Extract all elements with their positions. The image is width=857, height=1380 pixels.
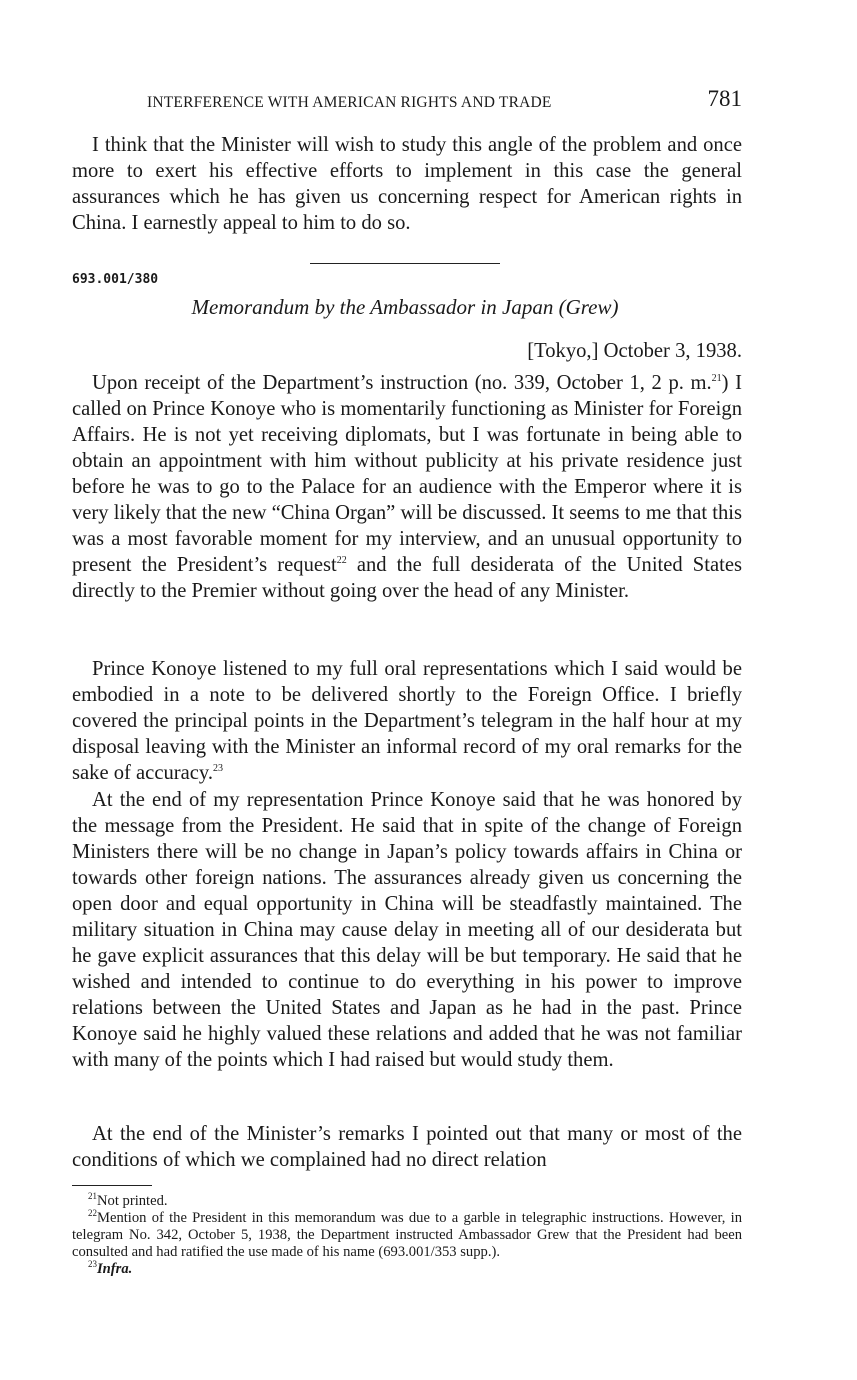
paragraph-konoye-reply: At the end of my representation Prince Konoye said that he was honored by the message from the President. He said that in spite of the change of Foreign Ministers there will be no change in Japan’s policy towards affairs in China or towards other foreign nations. The assurances already given us concerning the open door and equal opportunity in China will be steadfastly maintained. The military situation in China may cause delay in meeting all of our desiderata but he gave explicit assurances that this delay will be but temporary. He said that he wished and intended to continue to do everything in his power to improve relations between the United States and Japan as he had in the past. Prince Konoye said he highly valued these relations and added that he was not familiar with many of the points which I had raised but would study them. <box>72 789 742 1071</box>
footnote-text: Mention of the President in this memorandum was due to a garble in telegraphic instructions. However, in telegram No. 342, October 5, 1938, the Department instructed Ambassador Grew that the President had been consulted and had ratified the use made of his name (693.001/353 supp.). <box>72 1210 742 1260</box>
paragraph-text: Prince Konoye listened to my full oral representations which I said would be embodied in a note to be delivered shortly to the Foreign Office. I briefly covered the principal points in the Department’s telegram in the half hour at my disposal leaving with the Minister an informal record of my oral remarks for the sake of accuracy. <box>72 658 742 784</box>
running-head: INTERFERENCE WITH AMERICAN RIGHTS AND TRADE <box>147 94 552 111</box>
paragraph-text: and the full desiderata of the United States directly to the Premier without going over the head of any Minister. <box>72 554 742 602</box>
page-header <box>147 86 742 116</box>
paragraph-continued: I think that the Minister will wish to study this angle of the problem and once more to exert his effective efforts to implement in this case the general assurances which he has given us concerning respect for American rights in China. I earnestly appeal to him to do so. <box>72 134 742 234</box>
paragraph-minister-remarks: At the end of the Minister’s remarks I pointed out that many or most of the conditions of which we complained had no direct relation <box>72 1123 742 1171</box>
footnote-ref: 21 <box>711 373 722 384</box>
paragraph-text: Upon receipt of the Department’s instruction (no. 339, October 1, 2 p. m. <box>92 372 712 394</box>
footnote <box>72 1261 742 1278</box>
footnote-text: Infra. <box>97 1261 133 1277</box>
page-number: 781 <box>707 86 742 111</box>
file-number: 693.001/380 <box>72 272 159 287</box>
footnote <box>72 1210 742 1261</box>
paragraph-text: ) I called on Prince Konoye who is momentarily functioning as Minister for Foreign Affairs. He is not yet receiving diplomats, but I was fortunate in being able to obtain an appointment with him without publicity at his private residence just before he was to go to the Palace for an audience with the Emperor where it is very likely that the new “China Organ” will be discussed. It seems to me that this was a most favorable moment for my interview, and an unusual opportunity to present the President’s request <box>72 372 742 576</box>
paragraph-receipt <box>72 370 742 604</box>
footnote-ref: 23 <box>213 763 224 774</box>
footnote-text: Not printed. <box>97 1193 168 1209</box>
footnote-ref: 22 <box>336 555 347 566</box>
section-divider <box>310 263 500 264</box>
footnote-number: 21 <box>88 1191 97 1201</box>
footnote-number: 22 <box>88 1208 97 1218</box>
document-title: Memorandum by the Ambassador in Japan (Grew) <box>191 295 619 319</box>
footnote-number: 23 <box>88 1259 97 1269</box>
footnotes <box>72 1193 742 1278</box>
footnote <box>72 1193 742 1210</box>
footnote-divider <box>72 1185 152 1186</box>
dateline: [Tokyo,] October 3, 1938. <box>527 340 742 362</box>
paragraph-representations <box>72 656 742 786</box>
